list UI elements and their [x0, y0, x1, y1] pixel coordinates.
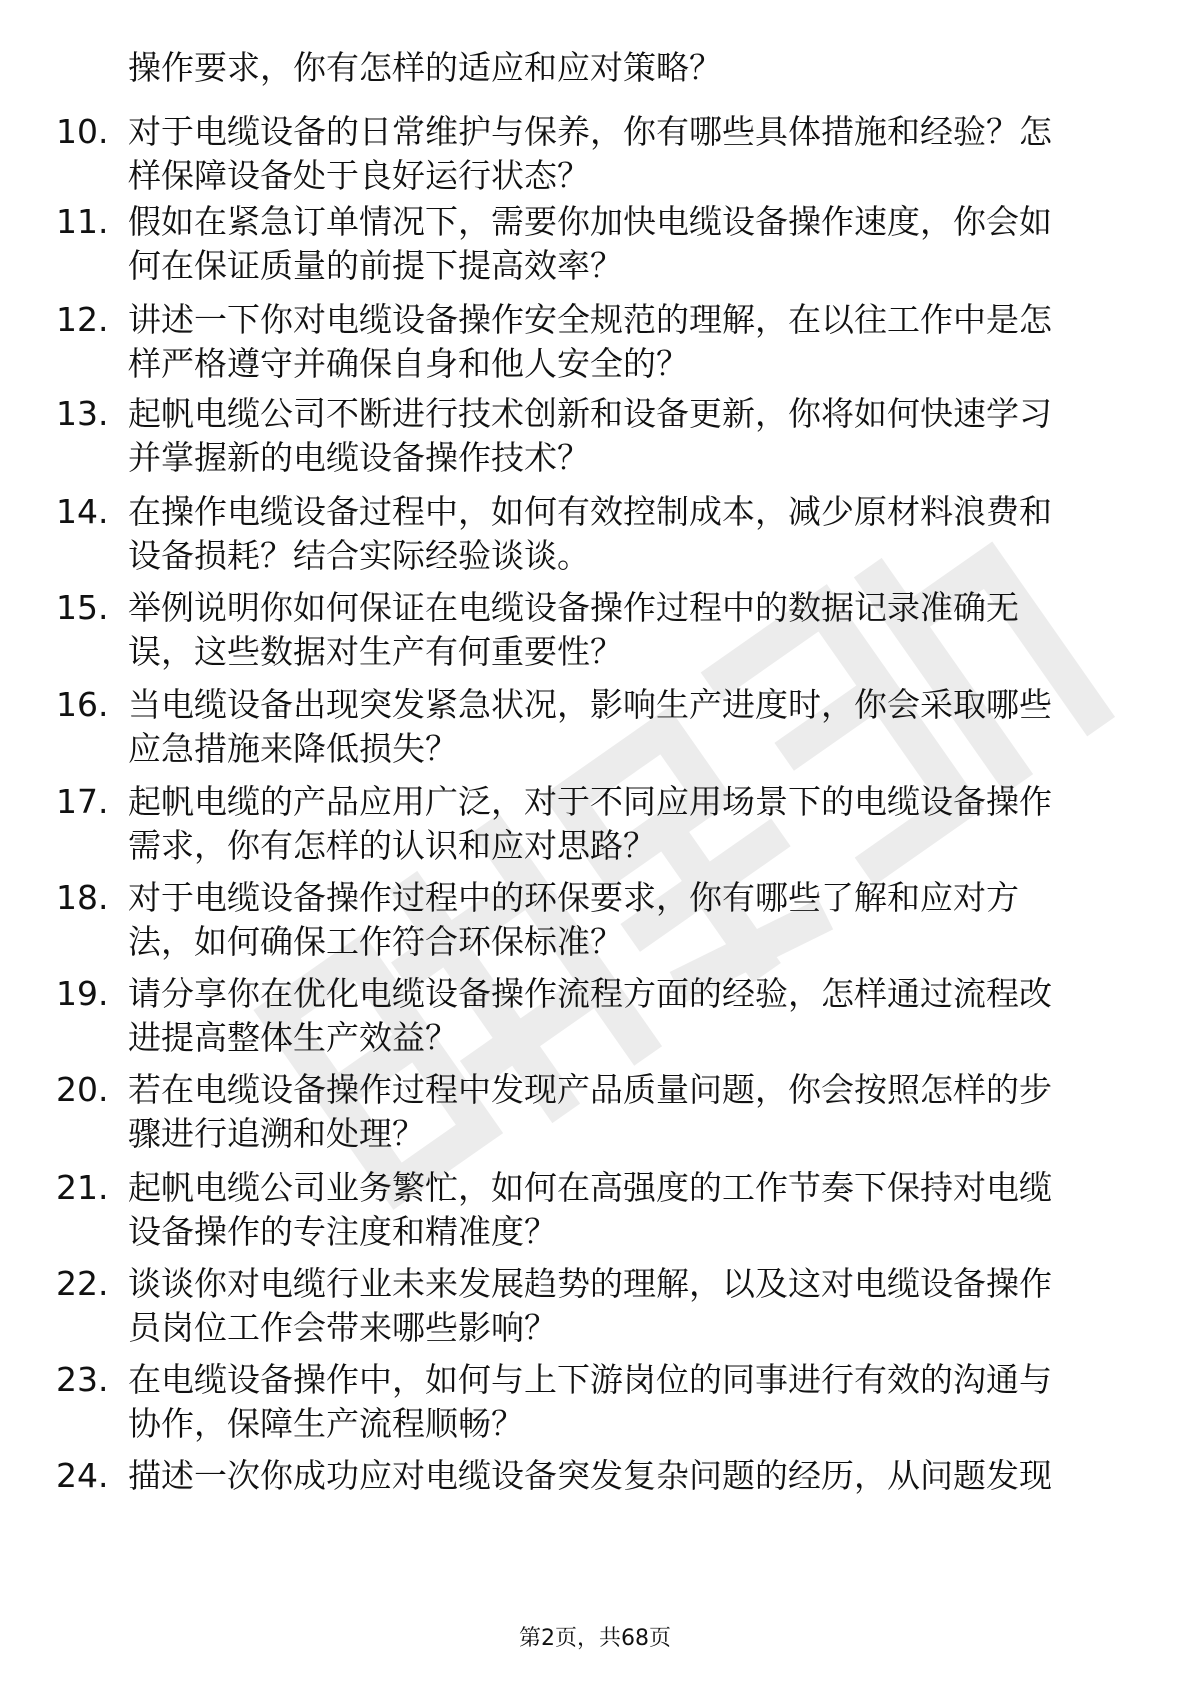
question-number: 16. [56, 685, 109, 724]
question-text-line: 设备损耗？结合实际经验谈谈。 [128, 536, 590, 575]
question-text-line: 起帆电缆的产品应用广泛，对于不同应用场景下的电缆设备操作 [128, 782, 1052, 821]
question-text-line: 在电缆设备操作中，如何与上下游岗位的同事进行有效的沟通与 [128, 1360, 1052, 1399]
question-text-line: 样严格遵守并确保自身和他人安全的？ [128, 344, 689, 383]
question-number: 23. [56, 1360, 109, 1399]
question-number: 12. [56, 300, 109, 339]
question-text-line: 设备操作的专注度和精准度？ [128, 1212, 557, 1251]
question-text-line: 并掌握新的电缆设备操作技术？ [128, 438, 590, 477]
question-number: 21. [56, 1168, 109, 1207]
question-number: 15. [56, 588, 109, 627]
question-number: 10. [56, 112, 109, 151]
question-number: 14. [56, 492, 109, 531]
question-text-line: 对于电缆设备的日常维护与保养，你有哪些具体措施和经验？怎 [128, 112, 1052, 151]
question-text-line: 协作，保障生产流程顺畅？ [128, 1404, 524, 1443]
question-text-line: 误，这些数据对生产有何重要性？ [128, 632, 623, 671]
question-text-line: 样保障设备处于良好运行状态？ [128, 156, 590, 195]
question-text-line: 起帆电缆公司业务繁忙，如何在高强度的工作节奏下保持对电缆 [128, 1168, 1052, 1207]
question-text-line: 员岗位工作会带来哪些影响？ [128, 1308, 557, 1347]
question-text-line: 骤进行追溯和处理？ [128, 1114, 425, 1153]
question-text-line: 举例说明你如何保证在电缆设备操作过程中的数据记录准确无 [128, 588, 1019, 627]
question-text-line: 谈谈你对电缆行业未来发展趋势的理解，以及这对电缆设备操作 [128, 1264, 1052, 1303]
question-text-line: 进提高整体生产效益？ [128, 1018, 458, 1057]
question-text-line: 请分享你在优化电缆设备操作流程方面的经验，怎样通过流程改 [128, 974, 1052, 1013]
question-number: 19. [56, 974, 109, 1013]
question-number: 13. [56, 394, 109, 433]
page-footer: 第2页，共68页 [519, 1626, 671, 1651]
question-text-line: 讲述一下你对电缆设备操作安全规范的理解，在以往工作中是怎 [128, 300, 1052, 339]
question-number: 18. [56, 878, 109, 917]
question-text-line: 法，如何确保工作符合环保标准？ [128, 922, 623, 961]
question-number: 17. [56, 782, 109, 821]
question-number: 20. [56, 1070, 109, 1109]
question-text-line: 若在电缆设备操作过程中发现产品质量问题，你会按照怎样的步 [128, 1070, 1052, 1109]
question-text-line: 应急措施来降低损失？ [128, 729, 458, 768]
question-text-line: 当电缆设备出现突发紧急状况，影响生产进度时，你会采取哪些 [128, 685, 1052, 724]
question-text-line: 对于电缆设备操作过程中的环保要求，你有哪些了解和应对方 [128, 878, 1019, 917]
question-text-line: 假如在紧急订单情况下，需要你加快电缆设备操作速度，你会如 [128, 202, 1052, 241]
question-number: 22. [56, 1264, 109, 1303]
question-text-line: 何在保证质量的前提下提高效率？ [128, 246, 623, 285]
question-number: 24. [56, 1456, 109, 1495]
question-text-line: 描述一次你成功应对电缆设备突发复杂问题的经历，从问题发现 [128, 1456, 1052, 1495]
question-number: 11. [56, 202, 109, 241]
question-text-line: 起帆电缆公司不断进行技术创新和设备更新，你将如何快速学习 [128, 394, 1052, 433]
question-text-line: 需求，你有怎样的认识和应对思路？ [128, 826, 656, 865]
question-continuation: 操作要求，你有怎样的适应和应对策略？ [128, 48, 722, 87]
question-text-line: 在操作电缆设备过程中，如何有效控制成本，减少原材料浪费和 [128, 492, 1052, 531]
